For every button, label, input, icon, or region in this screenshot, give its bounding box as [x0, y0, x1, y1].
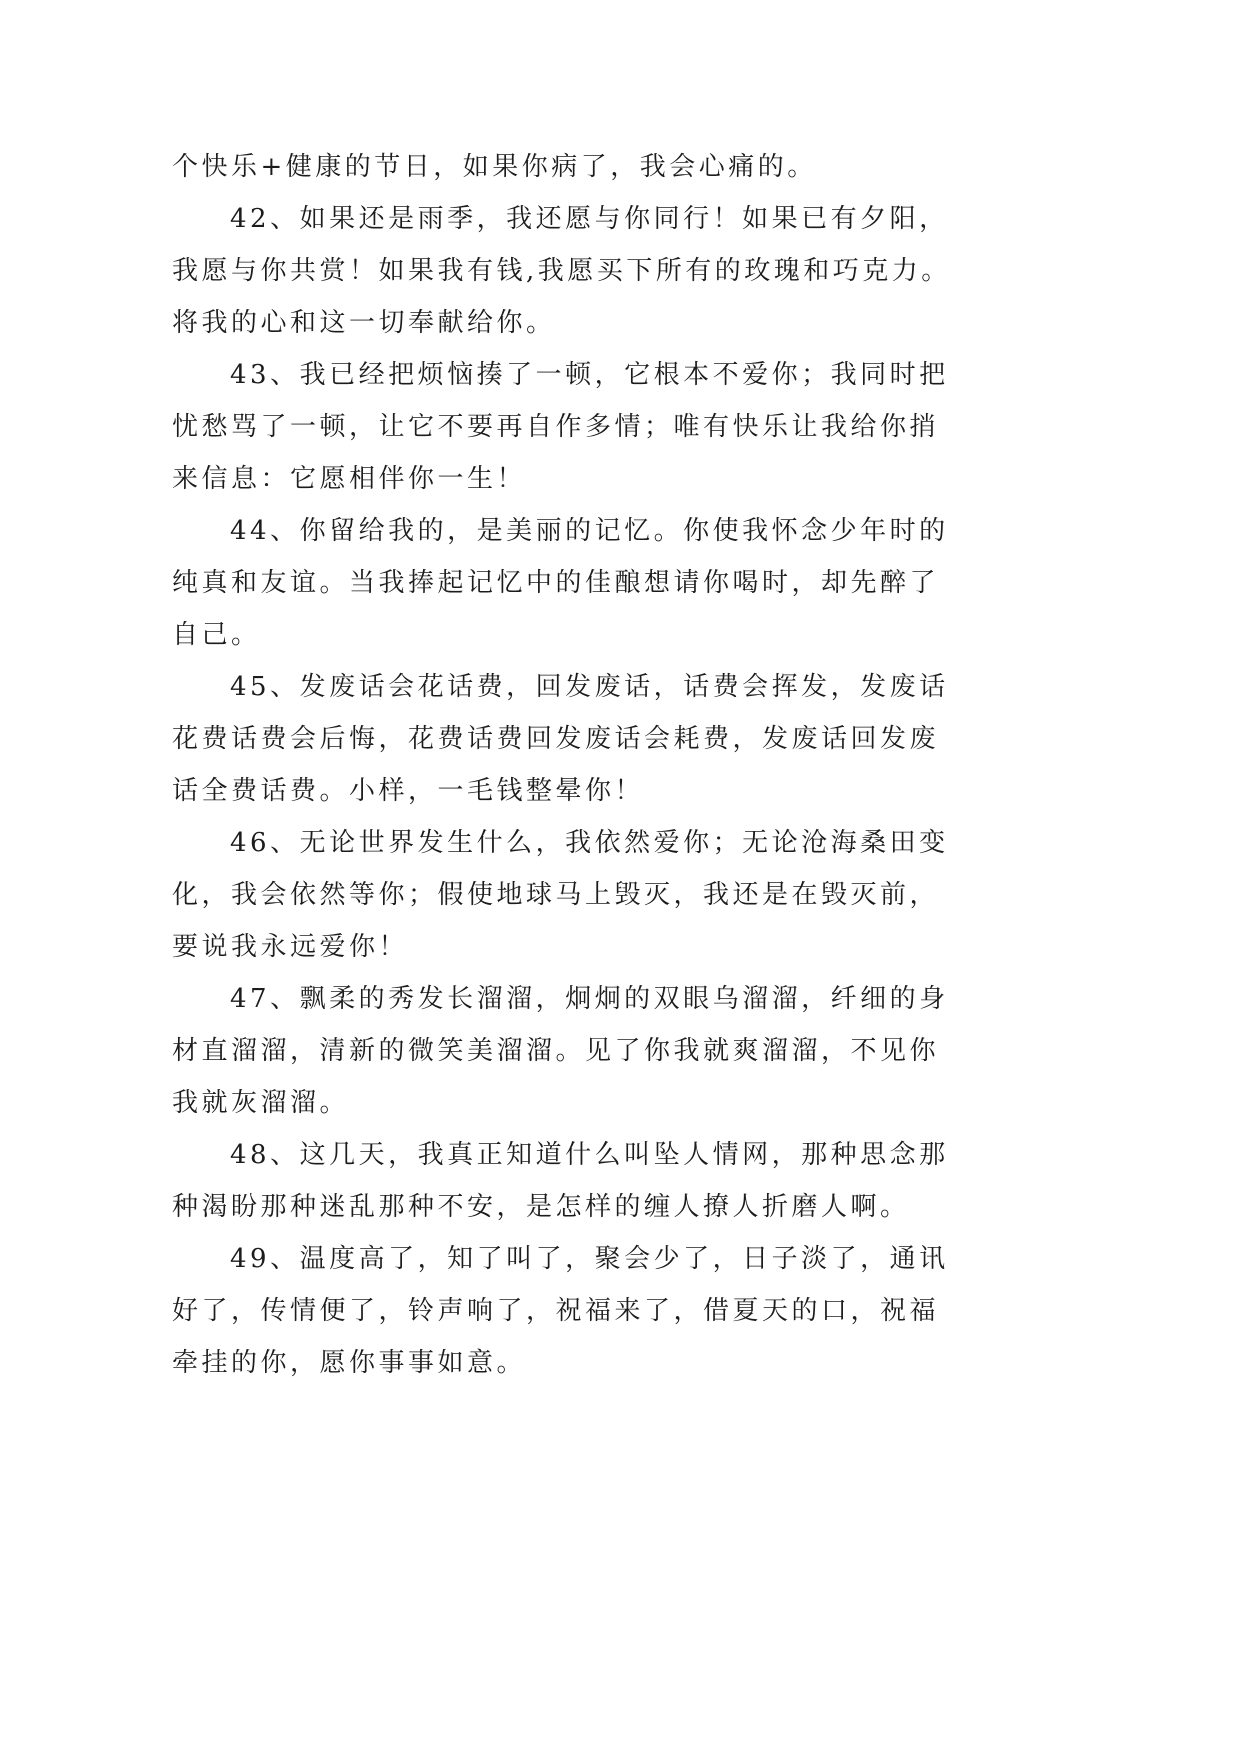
paragraph-first-line: 42、如果还是雨季，我还愿与你同行！如果已有夕阳， [230, 204, 949, 234]
paragraph-first-line: 49、温度高了，知了叫了，聚会少了，日子淡了，通讯 [230, 1244, 949, 1274]
paragraph-line: 材直溜溜，清新的微笑美溜溜。见了你我就爽溜溜，不见你 [172, 1036, 940, 1066]
paragraph-line: 种渴盼那种迷乱那种不安，是怎样的缠人撩人折磨人啊。 [172, 1192, 910, 1222]
paragraph-first-line: 46、无论世界发生什么，我依然爱你；无论沧海桑田变 [230, 828, 949, 858]
paragraph-47 [172, 973, 1052, 1129]
paragraph-44 [172, 505, 1052, 661]
paragraph-line: 来信息：它愿相伴你一生！ [172, 464, 527, 494]
paragraph-line: 个快乐+健康的节日，如果你病了，我会心痛的。 [172, 152, 817, 182]
paragraph-line: 话全费话费。小样，一毛钱整晕你！ [172, 776, 645, 806]
paragraph-first-line: 43、我已经把烦恼揍了一顿，它根本不爱你；我同时把 [230, 360, 949, 390]
paragraph-first-line: 48、这几天，我真正知道什么叫坠人情网，那种思念那 [230, 1140, 949, 1170]
paragraph-line: 纯真和友谊。当我捧起记忆中的佳酿想请你喝时，却先醉了 [172, 568, 940, 598]
paragraph-line: 我就灰溜溜。 [172, 1088, 350, 1118]
paragraph-line: 我愿与你共赏！如果我有钱,我愿买下所有的玫瑰和巧克力。 [172, 256, 951, 286]
paragraph-49 [172, 1233, 1052, 1389]
paragraph-continuation [172, 141, 1052, 193]
paragraph-48 [172, 1129, 1052, 1233]
paragraph-line: 要说我永远爱你！ [172, 932, 409, 962]
paragraph-first-line: 47、飘柔的秀发长溜溜，炯炯的双眼乌溜溜，纤细的身 [230, 984, 949, 1014]
paragraph-first-line: 45、发废话会花话费，回发废话，话费会挥发，发废话 [230, 672, 949, 702]
paragraph-43 [172, 349, 1052, 505]
paragraph-line: 牵挂的你，愿你事事如意。 [172, 1348, 527, 1378]
paragraph-46 [172, 817, 1052, 973]
paragraph-line: 好了，传情便了，铃声响了，祝福来了，借夏天的口，祝福 [172, 1296, 940, 1326]
paragraph-45 [172, 661, 1052, 817]
paragraph-line: 自己。 [172, 620, 261, 650]
paragraph-line: 将我的心和这一切奉献给你。 [172, 308, 556, 338]
paragraph-line: 花费话费会后悔，花费话费回发废话会耗费，发废话回发废 [172, 724, 940, 754]
paragraph-line: 忧愁骂了一顿，让它不要再自作多情；唯有快乐让我给你捎 [172, 412, 940, 442]
paragraph-42 [172, 193, 1052, 349]
document-body [172, 141, 1052, 1389]
paragraph-line: 化，我会依然等你；假使地球马上毁灭，我还是在毁灭前， [172, 880, 940, 910]
paragraph-first-line: 44、你留给我的，是美丽的记忆。你使我怀念少年时的 [230, 516, 949, 546]
